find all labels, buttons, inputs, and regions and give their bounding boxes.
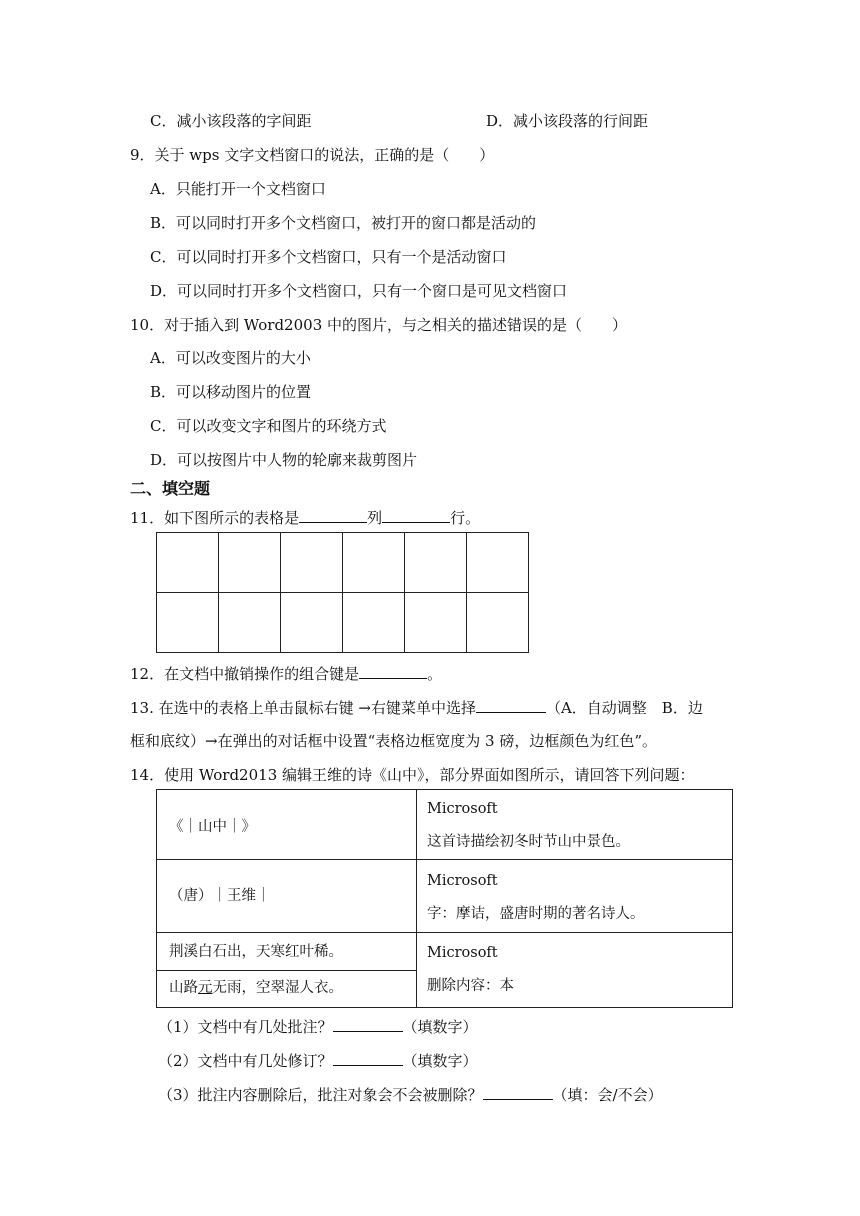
q14-sub2 bbox=[158, 1049, 478, 1072]
q13-blank[interactable] bbox=[476, 696, 546, 713]
q9-option-b: B．可以同时打开多个文档窗口，被打开的窗口都是活动的 bbox=[150, 214, 537, 232]
q10-option-c: C．可以改变文字和图片的环绕方式 bbox=[150, 417, 387, 435]
poem-title: 《｜山中｜》 bbox=[169, 819, 256, 835]
q14-sub2-prefix: （2）文档中有几处修订？ bbox=[158, 1052, 333, 1070]
q11-mid: 列 bbox=[367, 509, 383, 527]
q8-option-d: D．减小该段落的行间距 bbox=[486, 112, 649, 130]
q14-sub1-blank[interactable] bbox=[333, 1015, 403, 1032]
q10-option-a: A．可以改变图片的大小 bbox=[150, 349, 311, 367]
q14-sub3-suffix: （填：会/不会） bbox=[552, 1086, 663, 1104]
table-cell bbox=[219, 593, 281, 653]
q11-sample-table bbox=[156, 532, 529, 653]
q14-sub3-blank[interactable] bbox=[483, 1083, 553, 1100]
poem-author: （唐）｜王维｜ bbox=[169, 888, 271, 904]
q12-prefix: 12．在文档中撤销操作的组合键是 bbox=[130, 665, 360, 683]
table-cell bbox=[219, 533, 281, 593]
poem-line-2-start: 山路 bbox=[169, 980, 198, 996]
comment-1-author: Microsoft bbox=[427, 801, 498, 817]
q12-suffix: 。 bbox=[427, 665, 443, 683]
poem-line-1: 荆溪白石出，天寒红叶稀。 bbox=[169, 944, 343, 960]
table-cell bbox=[157, 593, 219, 653]
q14-sub3 bbox=[158, 1083, 663, 1106]
q9-option-c: C．可以同时打开多个文档窗口，只有一个是活动窗口 bbox=[150, 248, 507, 266]
q14-stem: 14．使用 Word2013 编辑王维的诗《山中》，部分界面如图所示，请回答下列问题： bbox=[130, 766, 695, 784]
q14-sub1 bbox=[158, 1015, 478, 1038]
poem-line-2 bbox=[169, 978, 343, 998]
q12-stem bbox=[130, 662, 442, 685]
q11-suffix: 行。 bbox=[450, 509, 481, 527]
q14-sub1-suffix: （填数字） bbox=[402, 1018, 478, 1036]
comment-2-author: Microsoft bbox=[427, 873, 498, 889]
q11-blank-columns[interactable] bbox=[299, 506, 367, 523]
comment-1-text: 这首诗描绘初冬时节山中景色。 bbox=[427, 834, 630, 850]
q13-suffix: （A．自动调整 B．边 bbox=[545, 699, 703, 717]
section-title-fill-in: 二、填空题 bbox=[130, 479, 211, 498]
table-cell bbox=[467, 593, 529, 653]
q14-sub3-prefix: （3）批注内容删除后，批注对象会不会被删除？ bbox=[158, 1086, 483, 1104]
table-cell bbox=[157, 533, 219, 593]
q11-blank-rows[interactable] bbox=[382, 506, 450, 523]
table-row bbox=[157, 593, 529, 653]
table-cell bbox=[343, 533, 405, 593]
q13-line1 bbox=[130, 696, 703, 719]
revision-text: 删除内容：本 bbox=[427, 978, 514, 994]
q12-blank[interactable] bbox=[359, 662, 427, 679]
comment-2-text: 字：摩诘，盛唐时期的著名诗人。 bbox=[427, 906, 645, 922]
table-cell bbox=[281, 533, 343, 593]
q13-line2: 框和底纹）→在弹出的对话框中设置“表格边框宽度为 3 磅，边框颜色为红色”。 bbox=[130, 732, 657, 750]
table-cell bbox=[405, 533, 467, 593]
table-cell bbox=[405, 593, 467, 653]
q9-option-a: A．只能打开一个文档窗口 bbox=[150, 180, 326, 198]
q14-sub2-blank[interactable] bbox=[333, 1049, 403, 1066]
q11-stem bbox=[130, 506, 480, 529]
q14-sub2-suffix: （填数字） bbox=[402, 1052, 478, 1070]
table-cell bbox=[343, 593, 405, 653]
poem-line-2-end: 无雨，空翠湿人衣。 bbox=[212, 980, 343, 996]
revision-author: Microsoft bbox=[427, 945, 498, 961]
q14-document-screenshot bbox=[156, 789, 733, 1008]
q8-option-c: C．减小该段落的字间距 bbox=[150, 112, 312, 130]
table-cell bbox=[281, 593, 343, 653]
q13-prefix: 13. 在选中的表格上单击鼠标右键 →右键菜单中选择 bbox=[130, 699, 476, 717]
q14-sub1-prefix: （1）文档中有几处批注？ bbox=[158, 1018, 333, 1036]
q10-option-b: B．可以移动图片的位置 bbox=[150, 383, 312, 401]
divider bbox=[157, 932, 732, 933]
q11-prefix: 11．如下图所示的表格是 bbox=[130, 509, 300, 527]
q10-option-d: D．可以按图片中人物的轮廓来裁剪图片 bbox=[150, 451, 418, 469]
q9-option-d: D．可以同时打开多个文档窗口，只有一个窗口是可见文档窗口 bbox=[150, 282, 568, 300]
q10-stem: 10．对于插入到 Word2003 中的图片，与之相关的描述错误的是（ ） bbox=[130, 316, 628, 334]
revision-inserted-text: 元 bbox=[198, 980, 213, 996]
divider bbox=[157, 859, 732, 860]
divider bbox=[157, 970, 416, 971]
table-row bbox=[157, 533, 529, 593]
table-cell bbox=[467, 533, 529, 593]
q9-stem: 9．关于 wps 文字文档窗口的说法，正确的是（ ） bbox=[130, 146, 495, 164]
